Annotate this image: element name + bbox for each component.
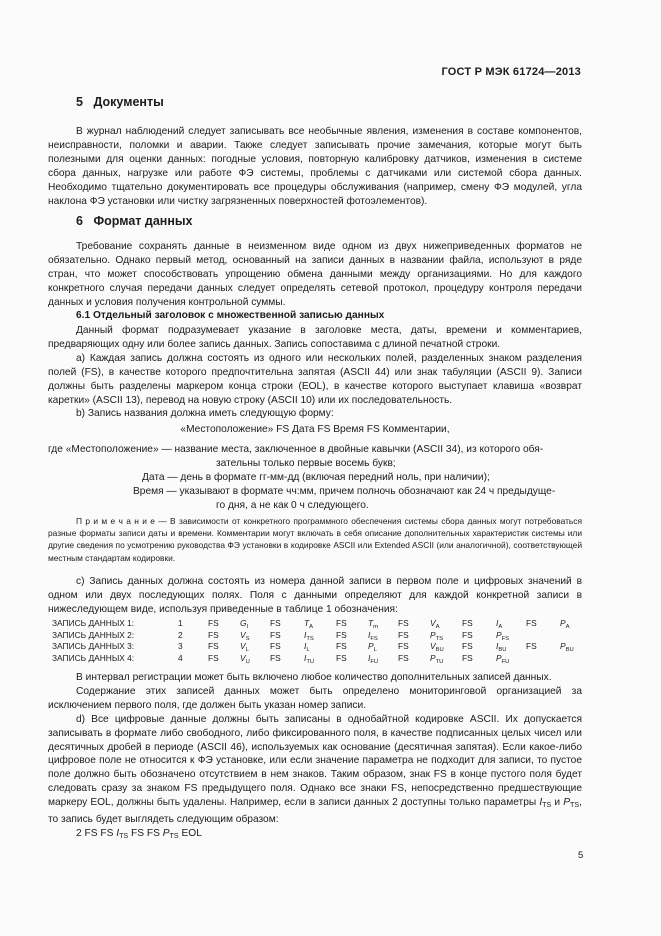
note-text: П р и м е ч а н и е — В зависимости от конкретного программного обеспечения системы сбора данных могут потребоваться разные форматы записи даты и времени. Комментарии могут включать в себя описание дополнительных характеристик системы или другие сведения по усмотрению руководства ФЭ установки в кодировке ASCII или Extended ASCII (или аналогичной), соответствующей местным стандартам кодировки.	[48, 516, 582, 563]
section-5-number: 5	[76, 95, 83, 109]
item-c-block	[48, 575, 582, 617]
section-5-paragraph: В журнал наблюдений следует записывать все необычные явления, изменения в составе компонентов, неисправности, поломки и аварии. Также следует записывать прочие замечания, которые могут быть полезными для оценки данных: погодные условия, повторную калибровку датчиков, изменения в системе сбора данных, нагрузке или работе ФЭ системы, проблемы с датчиками или системой сбора данных. Необходимо тщательно документировать все процедуры обслуживания (например, смену ФЭ модулей, угла наклона ФЭ установки или чистку загрязненных поверхностей фотоэлементов).	[48, 126, 582, 207]
example-record: 2 FS FS $I_{TS}$ FS FS $P_{TS}$ EOL	[76, 827, 202, 840]
page-number: 5	[578, 850, 584, 861]
data-record-4: ЗАПИСЬ ДАННЫХ 4: 4 FS $V_U$ FS $I_{TU}$ FS $I_{FU}$ FS $P_{TU}$ FS $P_{FU}$	[52, 652, 510, 665]
section-5-body	[48, 125, 582, 208]
item-d: d) Все цифровые данные должны быть записаны в однобайтной кодировке ASCII. Их допускается записывать в формате либо свободного, либо фиксированного поля, в качестве подписанных целых чисел или десятичных дробей в периодe (ASCII 46), используемых как основание (десятичная запятая). Если какое-либо цифровое поле не относится к ФЭ установке, или если значение параметра не подходит для записи, то пустое поле должно быть обозначено отсутствием в нем знаков. Таким образом, знак FS в конце пустого поля будет следовать сразу за знаком FS предыдущего поля. Однако все знаки FS, непосредственно предшествующие маркеру EOL, должны быть удалены. Например, если в записи данных 2 доступны только параметры $I_{TS}$ и $P_{TS}$, то запись будет выглядеть следующим образом:	[48, 713, 582, 826]
item-a: a) Каждая запись должна состоять из одного или нескольких полей, разделенных знаком разделения полей (FS), в качестве которого предпочтительна запятая (ASCII 44) или знак табуляции (ASCII 9). Записи должны быть разделены маркером конца строки (EOL), в качестве которого выступает клавиша «возврат каретки» (ASCII 13), перевод на новую строку (ASCII 10) или их последовательность.	[48, 352, 582, 406]
subsection-6-1-title: 6.1 Отдельный заголовок с множественной записью данных	[76, 310, 385, 321]
item-c: c) Запись данных должна состоять из номера данной записи в первом поле и цифровых значений в одном или двух последующих полях. Поля с данными определяют для каждой конкретной записи в нижеследующем виде, используя приведенные в таблице 1 обозначения:	[48, 576, 582, 615]
section-5-heading	[76, 95, 164, 109]
note-block	[48, 515, 582, 564]
record-number: 4	[178, 652, 183, 663]
data-records	[52, 618, 582, 664]
item-b: b) Запись названия должна иметь следующую форму:	[76, 408, 334, 420]
where-date: Дата — день в формате гг-мм-дд (включая передний ноль, при наличии);	[142, 472, 490, 483]
record-number: 1	[178, 618, 183, 628]
section-6-number: 6	[76, 214, 83, 228]
where-time-2: го дня, а не как 0 ч следующего.	[216, 500, 369, 511]
record-label: ЗАПИСЬ ДАННЫХ 1:	[52, 618, 135, 628]
record-label: ЗАПИСЬ ДАННЫХ 4:	[52, 652, 135, 663]
record-number: 2	[178, 629, 183, 640]
record-label: ЗАПИСЬ ДАННЫХ 2:	[52, 629, 135, 640]
where-location-2: зательны только первые восемь букв;	[216, 458, 396, 469]
where-location-1: где «Местоположение» — название места, заключенное в двойные кавычки (ASCII 34), из которого обя-	[48, 444, 544, 455]
section-6-heading	[76, 214, 193, 228]
data-record-2: ЗАПИСЬ ДАННЫХ 2: 2 FS $V_S$ FS $I_{TS}$ FS $I_{FS}$ FS $P_{TS}$ FS $P_{FS}$	[52, 629, 510, 642]
where-time-1: Время — указывают в формате чч:мм, причем полночь обозначают как 24 ч предыдуще-	[133, 486, 556, 497]
after-records-p1: В интервал регистрации может быть включено любое количество дополнительных записей данных.	[76, 672, 552, 683]
record-number: 3	[178, 641, 183, 651]
document-header: ГОСТ Р МЭК 61724—2013	[441, 66, 581, 78]
section-6-paragraph: Требование сохранять данные в неизменном виде одном из двух нижеприведенных форматов не обязательно. Однако первый метод, основанный на записи данных в названии файла, используют в ряде стран, что может способствовать упрощению обмена данными между организациями. Но для каждого конкретного случая передачи данных следует определять сетевой протокол, процедуру контроля передачи данных и условия получения контрольной суммы.	[48, 241, 582, 308]
data-record-3: ЗАПИСЬ ДАННЫХ 3: 3 FS $V_L$ FS $I_L$ FS $P_L$ FS $V_{BU}$ FS $I_{BU}$ FS $P_{BU}$	[52, 641, 574, 653]
format-line: «Местоположение» FS Дата FS Время FS Комментарии,	[180, 424, 450, 435]
record-label: ЗАПИСЬ ДАННЫХ 3:	[52, 641, 135, 651]
after-records-body	[48, 671, 582, 844]
subsection-body	[48, 324, 582, 421]
section-6-title: Формат данных	[93, 214, 193, 228]
subsection-intro: Данный формат подразумевает указание в заголовке места, даты, времени и комментариев, предваряющих одну или более запись данных. Запись сопоставима с длиной печатной строки.	[48, 325, 582, 350]
after-records-p2: Содержание этих записей данных может быть определено мониторинговой организацией за исключением первого поля, где должен быть указан номер записи.	[48, 685, 582, 711]
section-5-title: Документы	[93, 95, 164, 109]
data-record-1: ЗАПИСЬ ДАННЫХ 1: 1 FS $G_I$ FS $T_A$ FS $T_m$ FS $V_A$ FS $I_A$ FS $P_A$	[52, 618, 570, 630]
section-6-body	[48, 240, 582, 310]
